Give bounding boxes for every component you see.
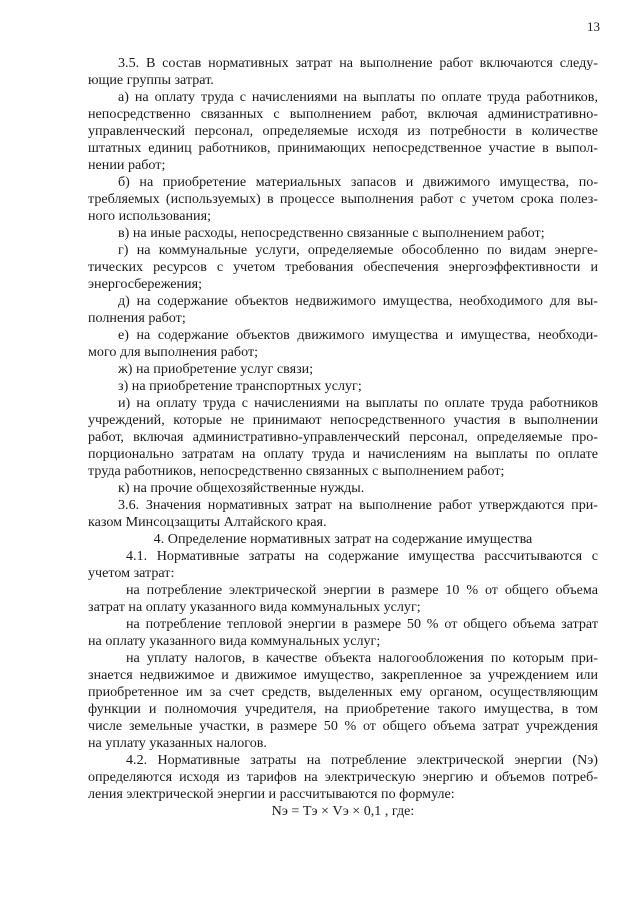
document-body [88, 55, 598, 820]
text-line: мого для выполнения работ; [88, 344, 259, 360]
item-d [88, 293, 598, 327]
text-line: е) на содержание объектов движимого имущества и имущества, необходи- [118, 327, 598, 343]
text-line: труда работников, непосредственно связанных с выполнением работ; [88, 463, 505, 479]
text-line: нении работ; [88, 157, 166, 173]
text-line: на потребление тепловой энергии в размере 50 % от общего объема затрат [126, 616, 598, 632]
text-line: тических ресурсов с учетом требования обеспечения энергоэффективности и [88, 259, 598, 275]
text-line: функции и полномочия учредителя, на приобретение такого имущества, в том [88, 701, 598, 717]
formula-electric-energy: Nэ = Tэ × Vэ × 0,1 , где: [271, 803, 415, 819]
text-line: энергосбережения; [88, 276, 202, 292]
item-a [88, 89, 598, 174]
text-line: 3.6. Значения нормативных затрат на выполнение работ утверждаются при- [118, 497, 598, 513]
text-line: управленческий персонал, определяемые исходя из потребности в количестве [88, 123, 598, 139]
text-line: 4.2. Нормативные затраты на потребление электрической энергии (Nэ) [126, 752, 598, 768]
item-taxes [88, 650, 598, 752]
page-number: 13 [587, 19, 600, 34]
text-line: на оплату указанного вида коммунальных услуг; [88, 633, 381, 649]
item-g [88, 242, 598, 293]
text-line: непосредственно связанных с выполнением работ, включая административно- [88, 106, 598, 122]
paragraph-3-5 [88, 55, 598, 89]
text-line: з) на приобретение транспортных услуг; [118, 378, 362, 394]
item-b [88, 174, 598, 225]
text-line: 4.1. Нормативные затраты на содержание имущества рассчитываются с [126, 548, 598, 564]
text-line: требляемых (используемых) в процессе выполнения работ с учетом срока полез- [88, 191, 598, 207]
item-zh [88, 361, 598, 378]
text-line: приобретенное им за счет средств, выделенных ему органом, осуществляющим [88, 684, 598, 700]
paragraph-4-1 [88, 548, 598, 582]
item-v [88, 225, 598, 242]
text-line: ления электрической энергии и рассчитываются по формуле: [88, 786, 455, 802]
item-k [88, 480, 598, 497]
text-line: ж) на приобретение услуг связи; [118, 361, 314, 377]
text-line: порционально затратам на оплату труда и начислениям на выплаты по оплате [88, 446, 598, 462]
text-line: учетом затрат: [88, 565, 175, 581]
text-line: штатных единиц работников, принимающих непосредственное участие в выпол- [88, 140, 598, 156]
text-line: на уплату налогов, в качестве объекта налогообложения по которым при- [126, 650, 598, 666]
text-line: в) на иные расходы, непосредственно связанные с выполнением работ; [118, 225, 545, 241]
text-line: ющие группы затрат. [88, 72, 214, 88]
text-line: казом Минсоцзащиты Алтайского края. [88, 514, 327, 530]
text-line: определяются исходя из тарифов на электрическую энергию и объемов потреб- [88, 769, 598, 785]
text-line: г) на коммунальные услуги, определяемые обособленно по видам энерге- [118, 242, 598, 258]
text-line: на потребление электрической энергии в размере 10 % от общего объема [126, 582, 598, 598]
text-line: учреждений, которые не принимают непосредственного участия в выполнении [88, 412, 598, 428]
text-line: на уплату указанных налогов. [88, 735, 267, 751]
text-line: работ, включая административно-управленческий персонал, определяемые про- [88, 429, 598, 445]
text-line: полнения работ; [88, 310, 186, 326]
item-z [88, 378, 598, 395]
text-line: числе земельные участки, в размере 50 % от общего объема затрат учреждения [88, 718, 598, 734]
text-line: знается недвижимое и движимое имущество, закрепленное за учреждением или [88, 667, 598, 683]
text-line: д) на содержание объектов недвижимого имущества, необходимого для вы- [118, 293, 598, 309]
item-i [88, 395, 598, 480]
section-4-heading: 4. Определение нормативных затрат на содержание имущества [153, 531, 533, 547]
text-line: 3.5. В состав нормативных затрат на выполнение работ включаются следу- [118, 55, 598, 71]
text-line: и) на оплату труда с начислениями на выплаты по оплате труда работников [118, 395, 598, 411]
item-heat-energy [88, 616, 598, 650]
paragraph-3-6 [88, 497, 598, 531]
item-electric-energy [88, 582, 598, 616]
item-e [88, 327, 598, 361]
text-line: затрат на оплату указанного вида коммунальных услуг; [88, 599, 421, 615]
text-line: ного использования; [88, 208, 211, 224]
text-line: а) на оплату труда с начислениями на выплаты по оплате труда работников, [118, 89, 598, 105]
text-line: к) на прочие общехозяйственные нужды. [118, 480, 365, 496]
text-line: б) на приобретение материальных запасов и движимого имущества, по- [118, 174, 598, 190]
paragraph-4-2 [88, 752, 598, 803]
